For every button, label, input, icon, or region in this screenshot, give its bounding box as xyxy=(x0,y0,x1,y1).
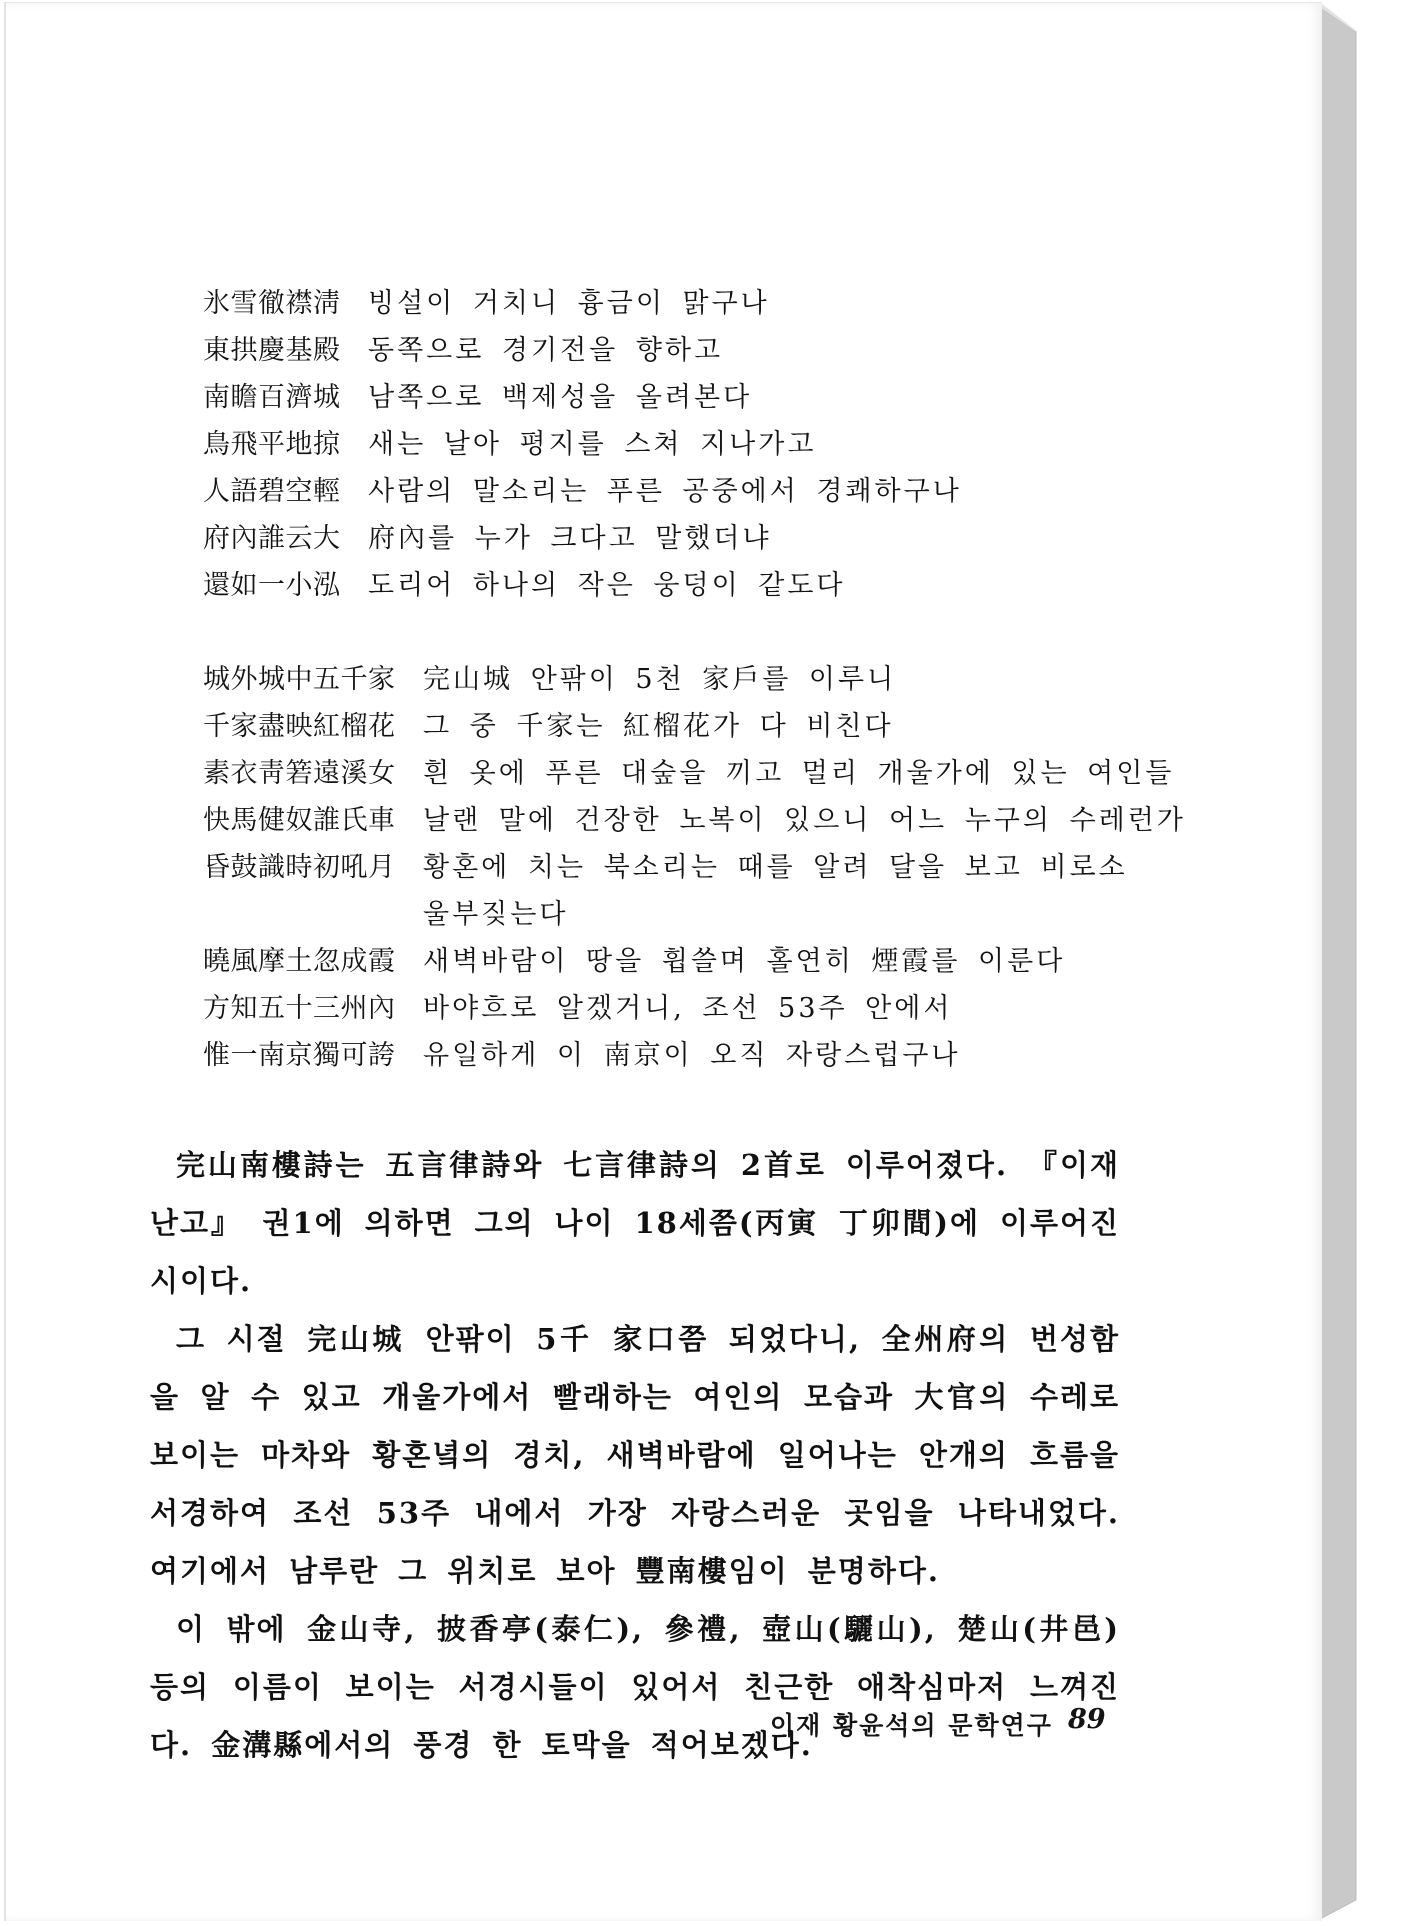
poem-line xyxy=(203,327,962,374)
poem-translation: 完山城 안팎이 5천 家戶를 이루니 xyxy=(423,664,897,695)
poem-line xyxy=(203,280,962,327)
poem-line xyxy=(203,938,1186,985)
poem-line xyxy=(203,374,962,421)
poem-hanja: 曉風摩土忽成霞 xyxy=(203,946,396,977)
poem-line xyxy=(203,515,962,562)
poem-translation: 날랜 말에 건장한 노복이 있으니 어느 누구의 수레런가 xyxy=(423,805,1186,836)
poem-line xyxy=(203,562,962,609)
poem-translation: 그 중 千家는 紅榴花가 다 비친다 xyxy=(423,711,894,742)
poem-hanja: 還如一小泓 xyxy=(203,570,341,601)
poem-line xyxy=(203,797,1186,844)
poem-translation: 새벽바람이 땅을 휩쓸며 홀연히 煙霞를 이룬다 xyxy=(423,946,1066,977)
poem-hanja: 素衣靑箬遠溪女 xyxy=(203,758,396,789)
poem-hanja: 氷雪徹襟淸 xyxy=(203,288,341,319)
commentary-text xyxy=(150,1136,1120,1774)
poem-hanja: 東拱慶基殿 xyxy=(203,335,341,366)
poem-seven-character xyxy=(203,656,1186,1079)
poem-hanja: 南瞻百濟城 xyxy=(203,382,341,413)
running-footer-title: 이재 황윤석의 문학연구 xyxy=(770,1711,1053,1740)
poem-hanja: 快馬健奴誰氏車 xyxy=(203,805,396,836)
poem-translation: 새는 날아 평지를 스쳐 지나가고 xyxy=(368,429,817,460)
poem-translation: 사람의 말소리는 푸른 공중에서 경쾌하구나 xyxy=(368,476,962,507)
poem-line xyxy=(203,750,1186,797)
poem-line xyxy=(203,1032,1186,1079)
page-number: 89 xyxy=(1068,1704,1106,1735)
poem-translation: 빙설이 거치니 흉금이 맑구나 xyxy=(368,288,770,319)
poem-line xyxy=(203,656,1186,703)
poem-hanja: 人語碧空輕 xyxy=(203,476,341,507)
paragraph: 이 밖에 金山寺, 披香亭(泰仁), 參禮, 壺山(驪山), 楚山(井邑) 등의 이름이 보이는 서경시들이 있어서 친근한 애착심마저 느껴진다. 金溝縣에서의 풍경 한 토막을 적어보겠다. xyxy=(150,1612,1120,1762)
poem-line xyxy=(203,703,1186,750)
poem-hanja: 昏鼓識時初吼月 xyxy=(203,852,396,883)
poem-line xyxy=(203,985,1186,1032)
poem-hanja: 千家盡映紅榴花 xyxy=(203,711,396,742)
poem-five-character xyxy=(203,280,962,609)
poem-line xyxy=(203,844,1186,938)
poem-translation: 도리어 하나의 작은 웅덩이 같도다 xyxy=(368,570,846,601)
poem-line xyxy=(203,468,962,515)
paragraph: 그 시절 完山城 안팎이 5千 家口쯤 되었다니, 全州府의 번성함을 알 수 있고 개울가에서 빨래하는 여인의 모습과 大官의 수레로 보이는 마차와 황혼녘의 경치, 새벽바람에 일어나는 안개의 흐름을 서경하여 조선 53주 내에서 가장 자랑스러운 곳임을 나타내었다. 여기에서 남루란 그 위치로 보아 豐南樓임이 분명하다. xyxy=(150,1322,1120,1588)
poem-translation: 남쪽으로 백제성을 올려본다 xyxy=(368,382,753,413)
poem-translation: 바야흐로 알겠거니, 조선 53주 안에서 xyxy=(423,993,953,1024)
poem-translation: 황혼에 치는 북소리는 때를 알려 달을 보고 비로소 울부짖는다 xyxy=(423,852,1128,930)
poem-line xyxy=(203,421,962,468)
poem-translation: 흰 옷에 푸른 대숲을 끼고 멀리 개울가에 있는 여인들 xyxy=(423,758,1175,789)
paragraph: 完山南樓詩는 五言律詩와 七言律詩의 2首로 이루어졌다. 『이재난고』 권1에 의하면 그의 나이 18세쯤(丙寅 丁卯間)에 이루어진 시이다. xyxy=(150,1148,1120,1298)
poem-hanja: 鳥飛平地掠 xyxy=(203,429,341,460)
poem-hanja: 府內誰云大 xyxy=(203,523,341,554)
poem-hanja: 惟一南京獨可誇 xyxy=(203,1040,396,1071)
poem-translation: 府內를 누가 크다고 말했더냐 xyxy=(368,523,772,554)
poem-translation: 동쪽으로 경기전을 향하고 xyxy=(368,335,724,366)
poem-translation: 유일하게 이 南京이 오직 자랑스럽구나 xyxy=(423,1040,961,1071)
poem-hanja: 方知五十三州內 xyxy=(203,993,396,1024)
poem-hanja: 城外城中五千家 xyxy=(203,664,396,695)
